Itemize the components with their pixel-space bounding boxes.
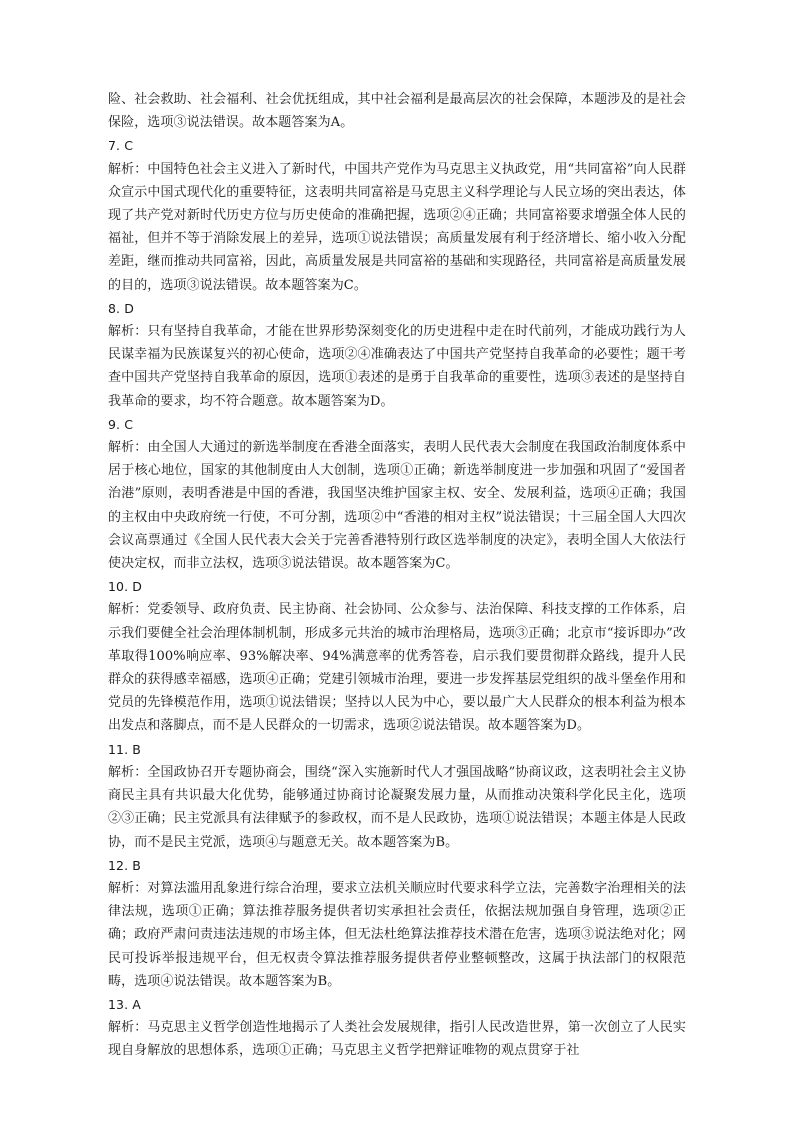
answer-label-8: 8. D	[108, 300, 134, 316]
answer-label-11: 11. B	[108, 741, 141, 757]
answer-label-10: 10. D	[108, 579, 142, 595]
explanation-paragraph-9: 解析：由全国人大通过的新选举制度在香港全面落实，表明人民代表大会制度在我国政治制度体系中居于核心地位，国家的其他制度由人大创制，选项①正确；新选举制度进一步加强和巩固了“爱国者治港”原则，表明香港是中国的香港，我国坚决维护国家主权、安全、发展利益，选项④正确；我国的主权由中央政府统一行使，不可分割，选项②中“香港的相对主权”说法错误；十三届全国人大四次会议高票通过《全国人民代表大会关于完善香港特别行政区选举制度的决定》，表明全国人大依法行使决定权，而非立法权，选项③说法错误。故本题答案为C。	[108, 440, 686, 572]
explanation-paragraph-6-end: 险、社会救助、社会福利、社会优抚组成，其中社会福利是最高层次的社会保障，本题涉及的是社会保险，选项③说法错误。故本题答案为A。	[108, 92, 686, 131]
explanation-paragraph-11: 解析：全国政协召开专题协商会，围绕“深入实施新时代人才强国战略”协商议政，这表明社会主义协商民主具有共识最大化优势，能够通过协商讨论凝聚发展力量，从而推动决策科学化民主化，选项②③正确；民主党派具有法律赋予的参政权，而不是人民政协，选项①说法错误；本题主体是人民政协，而不是民主党派，选项④与题意无关。故本题答案为B。	[108, 764, 686, 850]
answer-label-9: 9. C	[108, 416, 134, 432]
explanation-paragraph-13: 解析：马克思主义哲学创造性地揭示了人类社会发展规律，指引人民改造世界，第一次创立了人民实现自身解放的思想体系，选项①正确；马克思主义哲学把辩证唯物的观点贯穿于社	[108, 1020, 686, 1059]
explanation-paragraph-10: 解析：党委领导、政府负责、民主协商、社会协同、公众参与、法治保障、科技支撑的工作体系，启示我们要健全社会治理体制机制，形成多元共治的城市治理格局，选项③正确；北京市“接诉即办”改革取得100%响应率、93%解决率、94%满意率的优秀答卷，启示我们要贯彻群众路线，提升人民群众的获得感幸福感，选项④正确；党建引领城市治理，要进一步发挥基层党组织的战斗堡垒作用和党员的先锋模范作用，选项①说法错误；坚持以人民为中心，要以最广大人民群众的根本利益为根本出发点和落脚点，而不是人民群众的一切需求，选项②说法错误。故本题答案为D。	[108, 602, 686, 734]
answer-label-7: 7. C	[108, 138, 134, 154]
explanation-paragraph-7: 解析：中国特色社会主义进入了新时代，中国共产党作为马克思主义执政党，用“共同富裕”向人民群众宣示中国式现代化的重要特征，这表明共同富裕是马克思主义科学理论与人民立场的突出表达，体现了共产党对新时代历史方位与历史使命的准确把握，选项②④正确；共同富裕要求增强全体人民的福祉，但并不等于消除发展上的差异，选项①说法错误；高质量发展有利于经济增长、缩小收入分配差距，继而推动共同富裕，因此，高质量发展是共同富裕的基础和实现路径，共同富裕是高质量发展的目的，选项③说法错误。故本题答案为C。	[108, 161, 686, 293]
answer-label-12: 12. B	[108, 857, 141, 873]
explanation-paragraph-12: 解析：对算法滥用乱象进行综合治理，要求立法机关顺应时代要求科学立法，完善数字治理相关的法律法规，选项①正确；算法推荐服务提供者切实承担社会责任，依据法规加强自身管理，选项②正确；政府严肃问责违法违规的市场主体，但无法杜绝算法推荐技术潜在危害，选项③说法绝对化；网民可投诉举报违规平台，但无权责令算法推荐服务提供者停业整顿整改，这属于执法部门的权限范畴，选项④说法错误。故本题答案为B。	[108, 880, 686, 989]
answer-label-13: 13. A	[108, 996, 141, 1012]
explanation-paragraph-8: 解析：只有坚持自我革命，才能在世界形势深刻变化的历史进程中走在时代前列，才能成功践行为人民谋幸福为民族谋复兴的初心使命，选项②④准确表达了中国共产党坚持自我革命的必要性；题干考查中国共产党坚持自我革命的原因，选项①表述的是勇于自我革命的重要性，选项③表述的是坚持自我革命的要求，均不符合题意。故本题答案为D。	[108, 324, 686, 409]
answer-explanations	[108, 88, 686, 1063]
